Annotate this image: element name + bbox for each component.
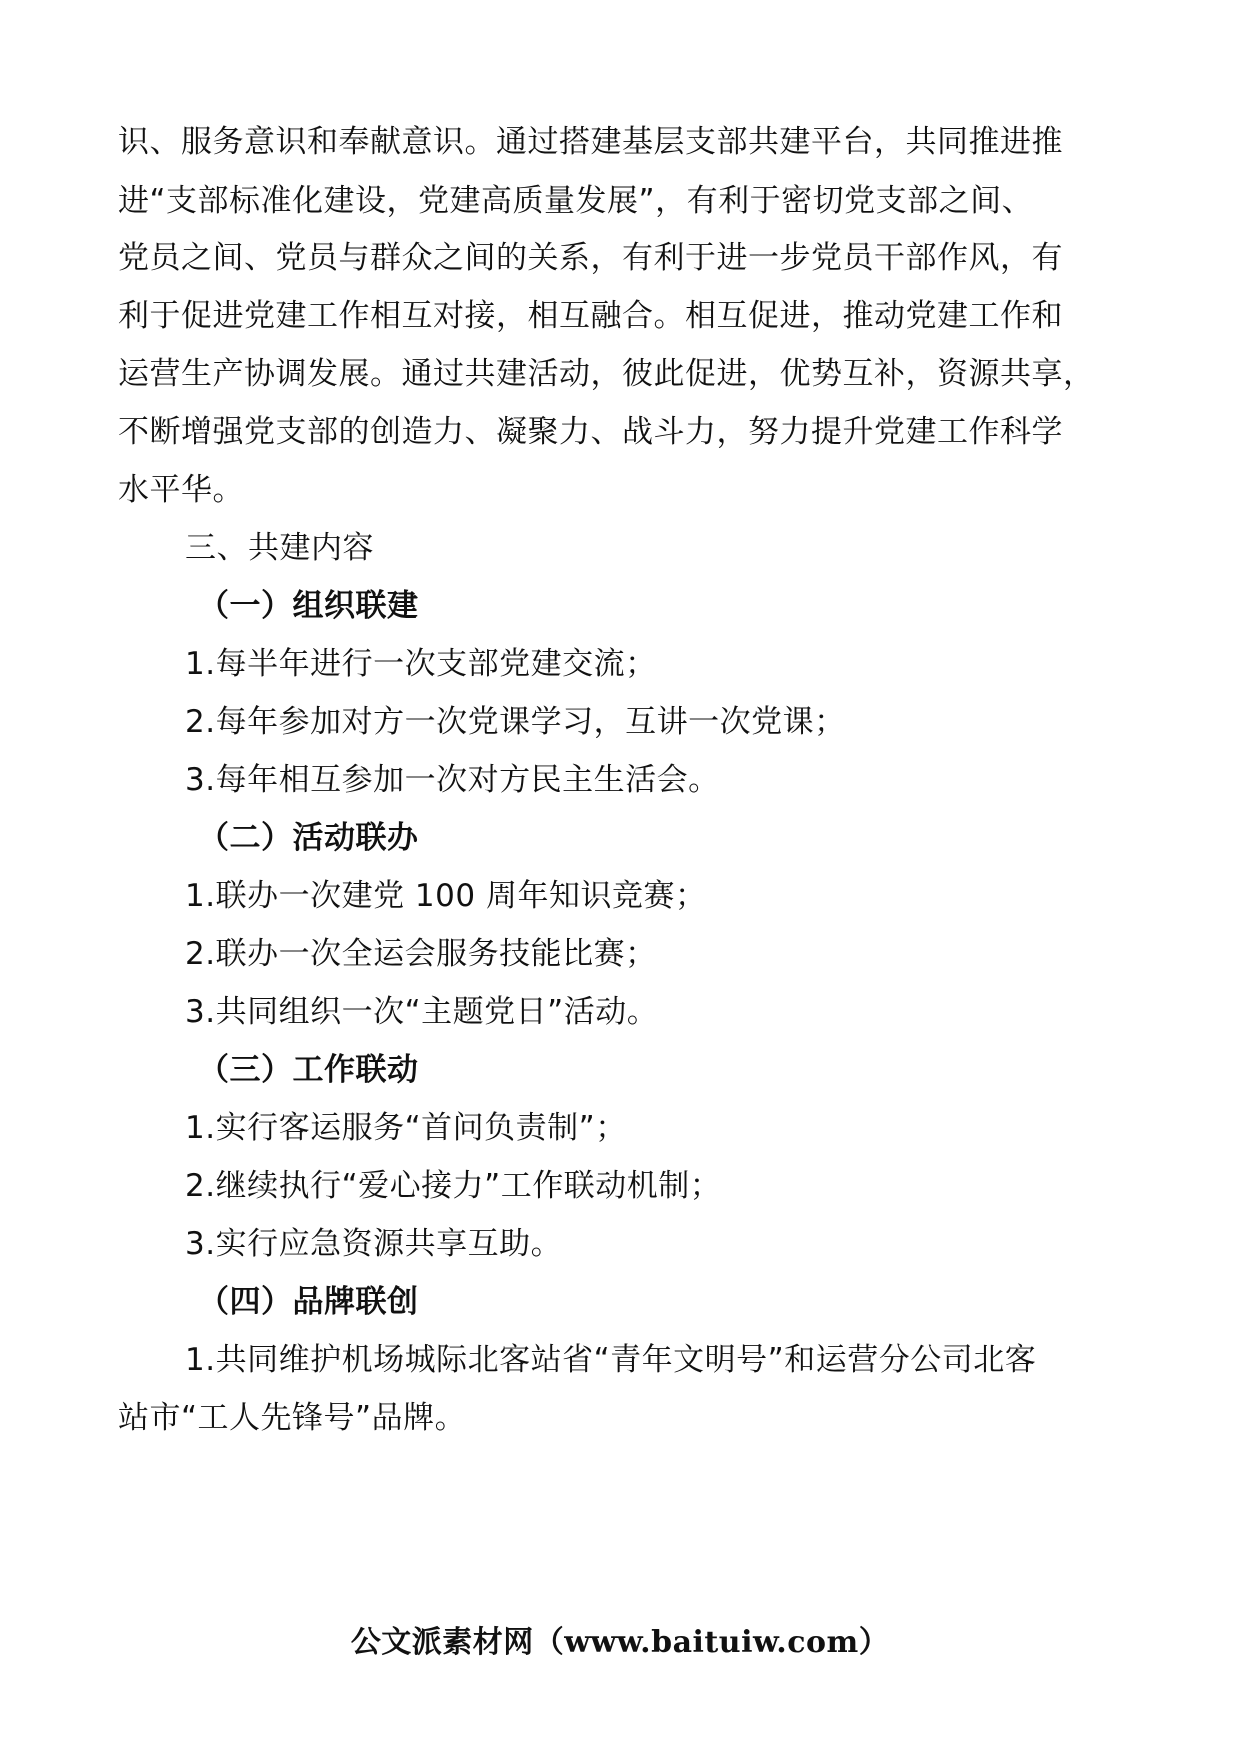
- list-item: 1.实行客运服务“首问负责制”；: [185, 1110, 627, 1146]
- list-item: 3.每年相互参加一次对方民主生活会。: [185, 762, 720, 798]
- list-item: 2.联办一次全运会服务技能比赛；: [185, 936, 657, 972]
- subsection-heading: （三）工作联动: [198, 1052, 419, 1088]
- list-item: 1.每半年进行一次支部党建交流；: [185, 646, 657, 682]
- subsection-heading: （四）品牌联创: [198, 1284, 419, 1320]
- body-text-line: 水平华。: [118, 472, 244, 508]
- body-text-line: 利于促进党建工作相互对接，相互融合。相互促进，推动党建工作和: [118, 298, 1063, 334]
- list-item: 2.继续执行“爱心接力”工作联动机制；: [185, 1168, 722, 1204]
- list-item: 1.共同维护机场城际北客站省“青年文明号”和运营分公司北客: [185, 1342, 1037, 1378]
- subsection-heading: （二）活动联办: [198, 820, 419, 856]
- body-text-line: 识、服务意识和奉献意识。通过搭建基层支部共建平台，共同推进推: [118, 124, 1063, 160]
- subsection-heading: （一）组织联建: [198, 588, 419, 624]
- list-item: 1.联办一次建党 100 周年知识竞赛；: [185, 878, 707, 914]
- list-item: 3.共同组织一次“主题党日”活动。: [185, 994, 659, 1030]
- body-text-line: 运营生产协调发展。通过共建活动，彼此促进，优势互补，资源共享，: [118, 356, 1095, 392]
- list-item: 3.实行应急资源共享互助。: [185, 1226, 563, 1262]
- footer-source-text: 公文派素材网（www.baituiw.com）: [350, 1625, 890, 1660]
- body-text-line: 进“支部标准化建设，党建高质量发展”，有利于密切党支部之间、: [118, 183, 1034, 219]
- body-text-line: 党员之间、党员与群众之间的关系，有利于进一步党员干部作风，有: [118, 240, 1063, 276]
- list-item: 2.每年参加对方一次党课学习，互讲一次党课；: [185, 704, 846, 740]
- list-item-continuation: 站市“工人先锋号”品牌。: [118, 1400, 467, 1436]
- section-heading: 三、共建内容: [185, 530, 374, 566]
- body-text-line: 不断增强党支部的创造力、凝聚力、战斗力，努力提升党建工作科学: [118, 414, 1063, 450]
